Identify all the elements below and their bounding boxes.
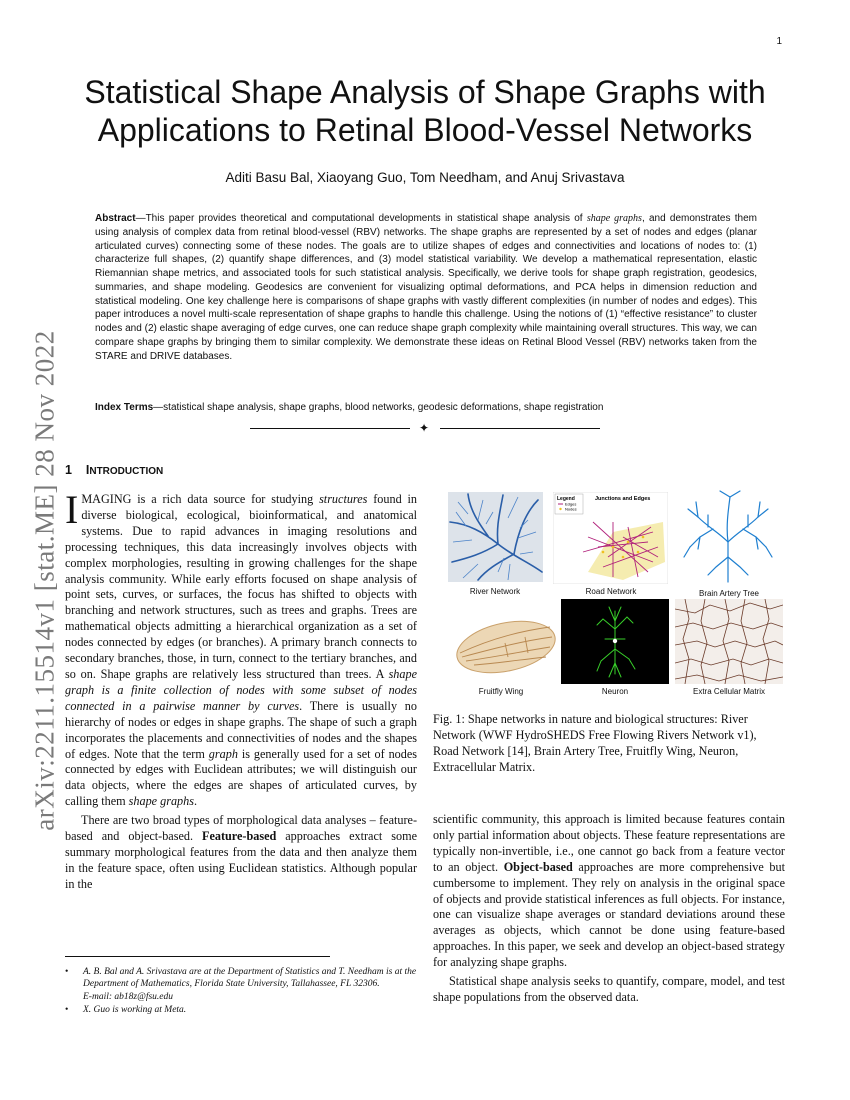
abstract-emphasis: shape graphs (586, 213, 642, 224)
abstract-label: Abstract (95, 213, 136, 224)
panel-label-artery: Brain Artery Tree (698, 589, 760, 598)
panel-label-river: River Network (469, 587, 521, 596)
drop-cap: I (65, 487, 79, 532)
section-separator (250, 421, 600, 435)
footnote-meta: • X. Guo is working at Meta. (65, 1005, 187, 1016)
index-terms: Index Terms—statistical shape analysis, shape graphs, blood networks, geodesic deformations, shape registration (95, 402, 604, 413)
page-number: 1 (776, 36, 782, 47)
neuron-image (561, 599, 669, 684)
panel-label-ecm: Extra Cellular Matrix (692, 687, 765, 696)
footnote-email: E-mail: ab18z@fsu.edu (83, 991, 174, 1002)
bullet-icon: • (65, 967, 69, 977)
right-paragraph-2: Statistical shape analysis seeks to quantify, compare, model, and test shape populations from the observed data. (433, 974, 785, 1004)
road-legend-nodes: Nodes (565, 506, 577, 512)
separator-diamond-icon: ✦ (419, 421, 430, 435)
ecm-image (675, 599, 783, 684)
bullet-icon: • (65, 1005, 69, 1016)
panel-label-road: Road Network (585, 587, 637, 596)
road-legend-title: Legend (557, 496, 575, 502)
brain-artery-image (678, 487, 778, 587)
footnotes (65, 966, 417, 1017)
river-network-image (448, 492, 543, 582)
section-number: 1 (65, 463, 72, 477)
panel-label-wing: Fruitfly Wing (478, 687, 524, 696)
road-header: Junctions and Edges (595, 496, 651, 502)
right-paragraph-1: scientific community, this approach is limited because features contain only partial information about objects. These feature representations are typically non-invertible, i.e., one cannot go back from a feature vector to an object. Object-based approaches are more comprehensive but cumbersome to implement. They rely on analysis in the original space of objects and provide statistical inferences as full objects. For instance, one can visualize shape averages or standard deviations around these averages as objects, which cannot be done using feature-based approaches. In this paper, we seek and develop an object-based strategy for analyzing shape graphs. (433, 812, 785, 970)
figure-caption: Fig. 1: Shape networks in nature and biological structures: River Network (WWF HydroSHEDS Free Flowing Rivers Network v1), Road Network [14], Brain Artery Tree, Fruitfly Wing, Neuron, Extracellular Matrix. (433, 712, 757, 774)
arxiv-identifier (20, 290, 70, 870)
intro-paragraph-1: IMAGING is a rich data source for studying structures found in diverse biological, ecological, bioinformatical, and anatomical systems. Due to rapid advances in imaging resolutions and processing techniques, this data increasingly involves objects with complex morphologies, resulting in growing challenges for the shape analysis community. While early efforts focused on shape analysis of point sets, curves, or surfaces, the focus has shifted to objects with branching and network structures, such as trees and graphs. Trees are mathematical objects admitting a hierarchical organization as a set of nodes connected by edges (or branches). A primary branch connects to secondary branches, those, in turn, connect to the tertiary branches, and so on. Shape graphs are relatively less structured than trees. A shape graph is a finite collection of nodes with some subset of nodes connected in a pairwise manner by curves. There is usually no hierarchy of nodes or edges in shape graphs. The shape of such a graph incorporates the placements and connectivities of nodes and the shapes of edges. Note that the term graph is generally used for a set of nodes connected by edges with Euclidean attributes; we will distinguish our data objects, where the edges are shapes of articulated curves, by calling them shape graphs. (65, 487, 418, 809)
road-network-image (553, 492, 668, 584)
index-terms-label: Index Terms (95, 402, 154, 413)
left-column-text (65, 487, 418, 893)
arxiv-identifier-text: arXiv:2211.15514v1 [stat.ME] 28 Nov 2022 (29, 329, 60, 831)
fruitfly-wing-image (450, 605, 558, 685)
panel-label-neuron: Neuron (601, 687, 629, 696)
road-legend-edges: Edges (565, 501, 577, 507)
footnote-rule (65, 956, 330, 957)
right-column-text (433, 812, 785, 1006)
intro-paragraph-2: There are two broad types of morphological data analyses – feature-based and object-based. Feature-based approaches extract some summary morphological features from the data and then analyze them in the feature space, often using Euclidean statistics. Although popular in the (65, 813, 417, 891)
author-list: Aditi Basu Bal, Xiaoyang Guo, Tom Needham, and Anuj Srivastava (225, 170, 625, 185)
footnote-affiliation: • A. B. Bal and A. Srivastava are at the Department of Statistics and T. Needham is at the Department of Mathematics, Florida State University, Tallahassee, FL 32306. E-mail: ab18z@fsu.edu (65, 967, 417, 1002)
section-heading-introduction: 1 INTRODUCTION (65, 463, 164, 477)
paper-title: Statistical Shape Analysis of Shape Graphs with Applications to Retinal Blood-Vessel Networks (84, 74, 766, 148)
figure-1 (445, 487, 785, 705)
abstract: Abstract—This paper provides theoretical and computational developments in statistical shape analysis of shape graphs, and demonstrates them using analysis of complex data from retinal blood-vessel (RBV) networks. The shape graphs are represented by a set of nodes and edges (planar articulated curves) connecting some of these nodes. The goals are to utilize shapes of edges and connectivities and locations of nodes to: (1) characterize full shapes, (2) quantify shape differences, and (3) model statistical variability. We develop a mathematical representation, elastic Riemannian shape metrics, and associated tools for such statistical analysis. Specifically, we derive tools for shape graph registration, geodesics, summaries, and shape modeling. Geodesics are convenient for visualizing optimal deformations, and PCA helps in dimension reduction and statistical modeling. One key challenge here is comparisons of shape graphs with vastly different complexities (in number of nodes and edges). This paper introduces a novel multi-scale representation of shape graphs to handle this challenge. Using the notions of (1) “effective resistance” to cluster nodes and (2) elastic shape averaging of edge curves, one can reduce shape graph complexity while maintaining overall structures. This way, we can compare shape graphs by bringing them to similar complexity. We demonstrate these ideas on Retinal Blood Vessel (RBV) networks taken from the STARE and DRIVE databases. (95, 213, 757, 362)
